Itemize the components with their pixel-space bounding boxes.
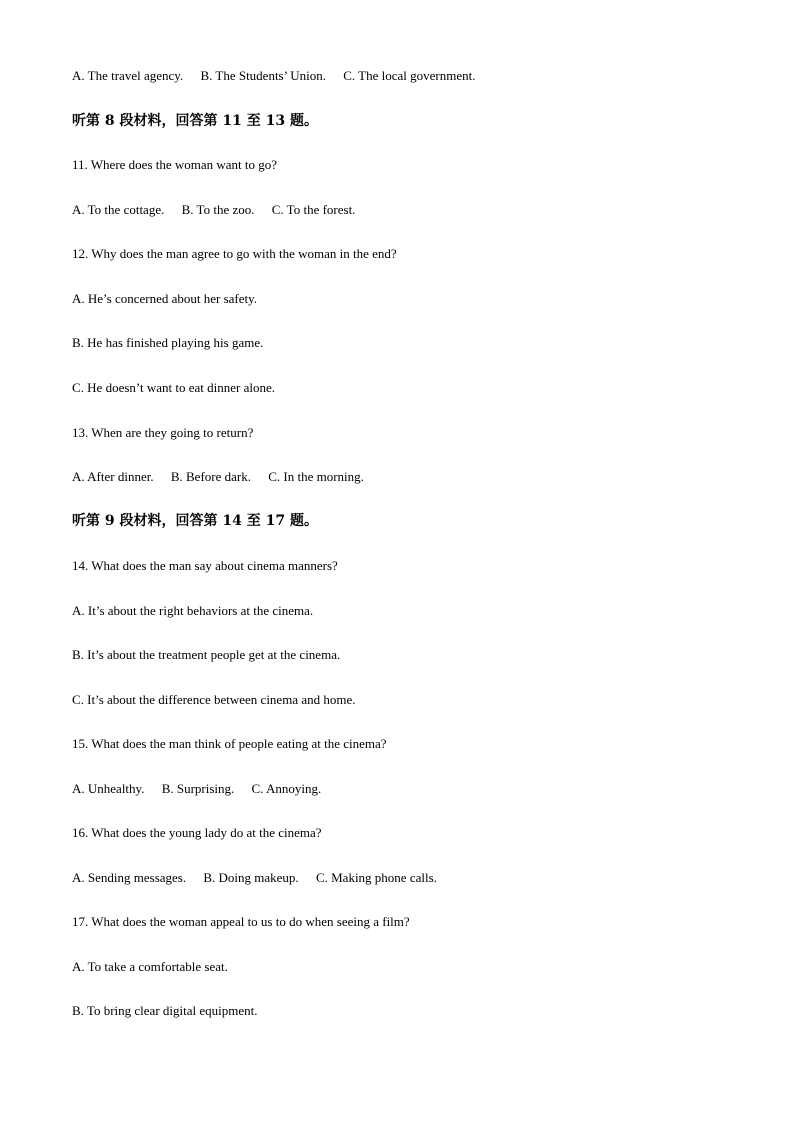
question: 14. What does the man say about cinema manners? [72, 558, 338, 573]
option: A. To take a comfortable seat. [72, 959, 228, 974]
option: A. To the cottage. [72, 202, 165, 217]
question: 13. When are they going to return? [72, 425, 254, 440]
option: B. Surprising. [161, 781, 235, 796]
section-heading: 听第 9 段材料，回答第 14 至 17 题。 [72, 513, 318, 529]
question: 16. What does the young lady do at the cinema? [72, 825, 322, 840]
option: B. It’s about the treatment people get at the cinema. [72, 647, 341, 662]
option: C. The local government. [343, 68, 476, 83]
option: A. Sending messages. [72, 870, 187, 885]
options-row [72, 202, 355, 218]
question: 15. What does the man think of people eating at the cinema? [72, 736, 387, 751]
option: C. He doesn’t want to eat dinner alone. [72, 380, 276, 395]
question: 12. Why does the man agree to go with the woman in the end? [72, 246, 397, 261]
option: A. After dinner. [72, 469, 154, 484]
option: C. In the morning. [268, 469, 364, 484]
option: B. To bring clear digital equipment. [72, 1003, 258, 1018]
options-row [72, 68, 476, 84]
section-heading: 听第 8 段材料，回答第 11 至 13 题。 [72, 113, 318, 129]
option: C. Making phone calls. [315, 870, 437, 885]
options-row [72, 870, 437, 886]
option: B. To the zoo. [181, 202, 255, 217]
option: B. He has finished playing his game. [72, 335, 264, 350]
option: B. The Students’ Union. [200, 68, 326, 83]
question: 11. Where does the woman want to go? [72, 157, 278, 172]
option: C. It’s about the difference between cinema and home. [72, 692, 356, 707]
question: 17. What does the woman appeal to us to do when seeing a film? [72, 914, 410, 929]
option: C. Annoying. [251, 781, 322, 796]
option: A. He’s concerned about her safety. [72, 291, 258, 306]
option: A. It’s about the right behaviors at the cinema. [72, 603, 314, 618]
option: B. Doing makeup. [203, 870, 299, 885]
option: B. Before dark. [170, 469, 251, 484]
option: A. Unhealthy. [72, 781, 145, 796]
option: C. To the forest. [271, 202, 356, 217]
options-row [72, 469, 364, 485]
option: A. The travel agency. [72, 68, 184, 83]
options-row [72, 781, 321, 797]
